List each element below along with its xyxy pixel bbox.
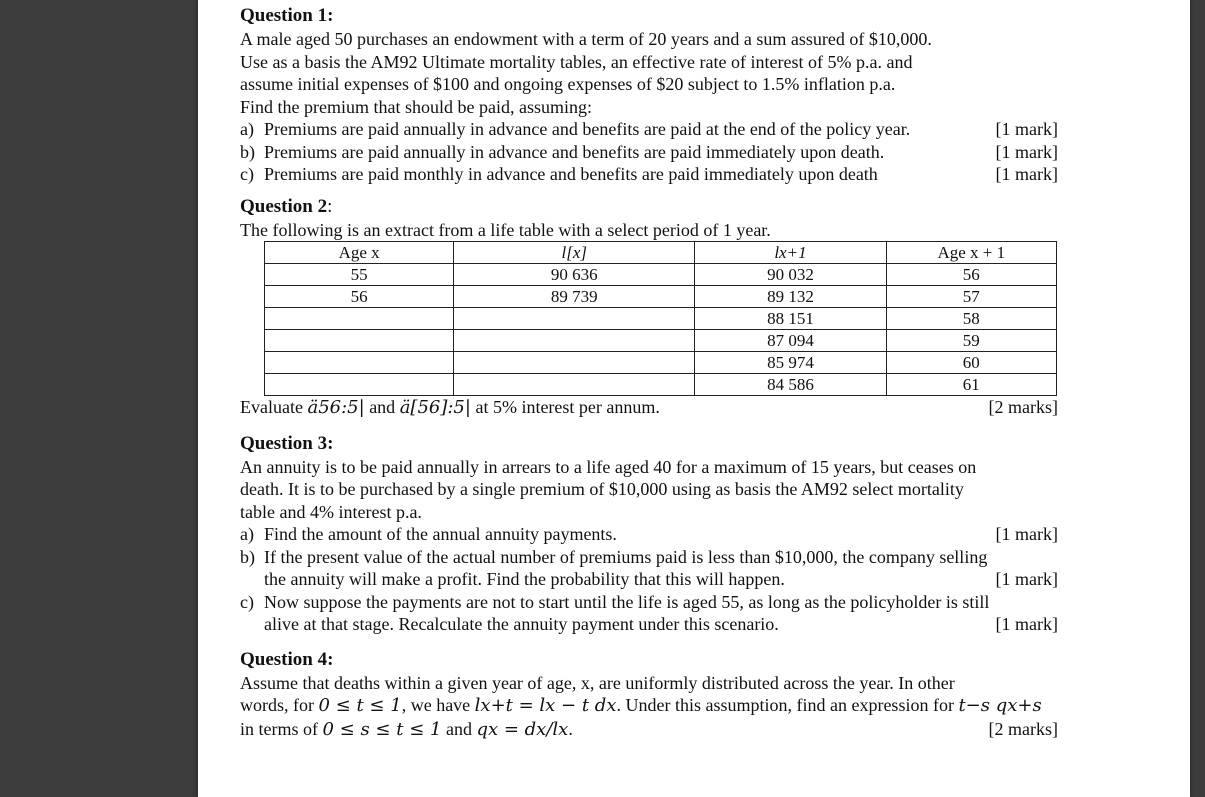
part-mark: [1 mark] [995,614,1058,634]
q4-line-2 [240,694,1058,718]
document-content [240,4,1058,741]
table-cell: 89 132 [695,286,886,308]
life-table [264,241,1057,396]
part-text: Premiums are paid annually in advance and benefits are paid at the end of the policy year. [264,119,911,139]
part-label: a) [240,119,254,139]
table-cell: 88 151 [695,308,886,330]
q4-text: . [568,718,573,739]
q4-text: and [445,718,472,739]
evaluate-tail: at 5% interest per annum. [475,397,660,417]
col-header-l-x1 [695,242,886,264]
q1-line: A male aged 50 purchases an endowment with a term of 20 years and a sum assured of $10,000. [240,29,932,49]
q4-math: 0 ≤ t ≤ 1 [318,695,402,716]
part-text: Premiums are paid monthly in advance and benefits are paid immediately upon death [264,164,878,184]
table-cell: 59 [886,330,1056,352]
q4-text: . Under this assumption, find an expression for [616,695,954,715]
part-text: Premiums are paid annually in advance and benefits are paid immediately upon death. [264,141,885,162]
table-cell [265,374,454,396]
part-label: a) [240,524,254,544]
q3-line: table and 4% interest p.a. [240,501,422,522]
part-mark: [1 mark] [995,119,1058,139]
part-label: c) [240,164,254,184]
table-cell: 89 739 [454,286,695,308]
table-cell: 84 586 [695,374,886,396]
q1-heading: Question 1: [240,5,334,26]
part-mark: [1 mark] [995,164,1058,184]
table-row [265,264,1057,286]
q2-evaluate-line [240,396,1058,420]
part-text: Find the amount of the annual annuity payments. [264,524,617,544]
table-cell [454,308,695,330]
header-text: Age x + 1 [937,243,1006,262]
table-cell: 61 [886,374,1056,396]
table-cell [454,352,695,374]
q1-body [240,28,1058,118]
part-label: b) [240,141,255,162]
q4-mark: [2 marks] [988,718,1058,739]
q2-heading-text: Question 2 [240,195,328,217]
table-cell: 56 [886,264,1056,286]
q1-line: assume initial expenses of $100 and ongoing expenses of $20 subject to 1.5% inflation p.a. [240,74,896,94]
part-mark: [1 mark] [995,569,1058,589]
table-cell [265,330,454,352]
table-cell: 56 [265,286,454,308]
annuity-symbol-1: ä56:5| [307,397,365,418]
q3-line: death. It is to be purchased by a single premium of $10,000 using as basis the AM92 select mortality [240,479,964,499]
q4-text: words, for [240,695,314,715]
table-cell: 58 [886,308,1056,330]
q4-math: lx+t = lx − t dx [474,695,617,716]
q4-math: qx = dx/lx [476,718,569,740]
table-cell: 55 [265,264,454,286]
q3-line: An annuity is to be paid annually in arrears to a life aged 40 for a maximum of 15 years, but ceases on [240,456,977,477]
col-header-age-x [265,242,454,264]
table-cell: 90 032 [695,264,886,286]
q2-mark: [2 marks] [988,397,1058,417]
annuity-symbol-2: ä[56]:5| [399,397,471,418]
q4-heading: Question 4: [240,648,334,670]
and-word: and [369,397,396,417]
q2-intro: The following is an extract from a life table with a select period of 1 year. [240,219,771,240]
q3-heading: Question 3: [240,432,334,454]
q1-line: Use as a basis the AM92 Ultimate mortality tables, an effective rate of interest of 5% p.a. and [240,51,913,72]
q3-part-c [240,591,1058,636]
table-row [265,352,1057,374]
table-cell: 60 [886,352,1056,374]
table-cell [454,374,695,396]
table-row [265,374,1057,396]
life-table-header [265,242,1057,264]
col-header-l-select [454,242,695,264]
part-text: the annuity will make a profit. Find the probability that this will happen. [264,569,785,589]
table-cell: 90 636 [454,264,695,286]
table-cell [265,352,454,374]
header-text: lx+1 [774,243,807,262]
header-text: l[x] [561,243,588,262]
table-cell: 57 [886,286,1056,308]
part-mark: [1 mark] [995,141,1058,162]
q1-line: Find the premium that should be paid, assuming: [240,96,592,117]
table-cell: 87 094 [695,330,886,352]
part-label: c) [240,591,254,612]
q4-math: t−s qx+s [958,695,1042,716]
part-text: Now suppose the payments are not to start until the life is aged 55, as long as the policyholder is still [264,591,990,612]
col-header-age-x1 [886,242,1056,264]
part-mark: [1 mark] [995,524,1058,544]
q1-part-a [240,118,1058,141]
q4-text: , we have [401,695,471,715]
part-text: If the present value of the actual number of premiums paid is less than $10,000, the company selling [264,546,988,567]
q4-line: Assume that deaths within a given year of age, x, are uniformly distributed across the year. In other [240,672,955,693]
q4-line-3 [240,718,1058,742]
table-row [265,286,1057,308]
q3-body [240,456,1058,524]
q4-math: 0 ≤ s ≤ t ≤ 1 [322,718,442,740]
evaluate-word: Evaluate [240,397,303,417]
q3-part-b [240,546,1058,591]
q2-heading: Question 2: [240,195,333,217]
table-row [265,308,1057,330]
document-page [198,0,1190,797]
table-cell [265,308,454,330]
header-text: Age x [338,243,380,262]
table-cell: 85 974 [695,352,886,374]
q1-part-c [240,163,1058,186]
table-row [265,330,1057,352]
table-cell [454,330,695,352]
part-text: alive at that stage. Recalculate the annuity payment under this scenario. [264,614,779,634]
q3-part-a [240,523,1058,546]
q1-part-b [240,141,1058,164]
part-label: b) [240,546,255,567]
q4-text: in terms of [240,718,318,739]
